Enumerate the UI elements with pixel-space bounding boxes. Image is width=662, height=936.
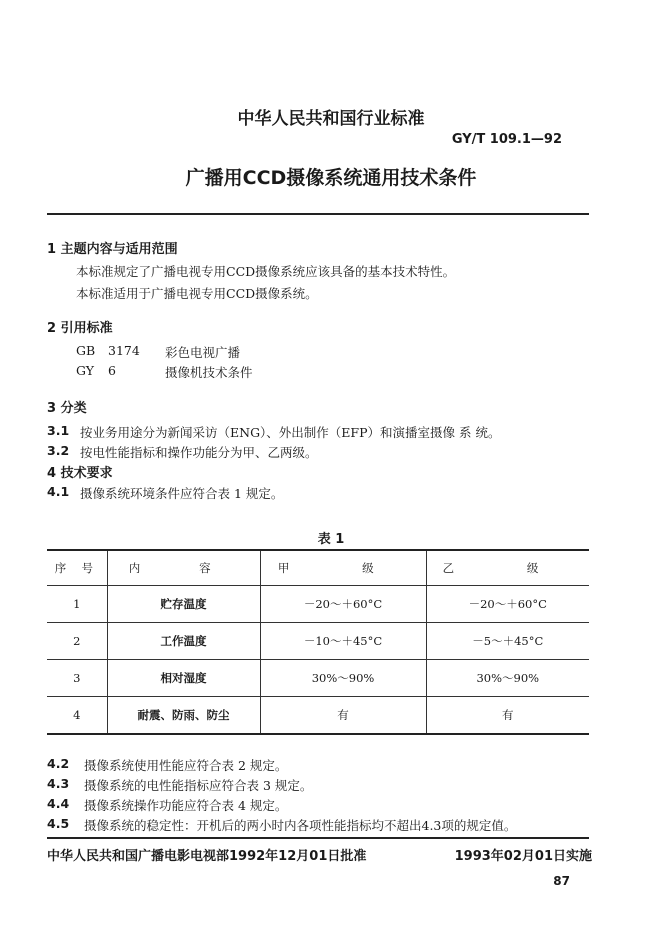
cell-content: 工作温度 — [107, 623, 260, 660]
table-caption: 表 1 — [317, 532, 345, 547]
ref-title: 摄像机技术条件 — [165, 365, 253, 380]
section-2-heading: 2 引用标准 — [47, 321, 113, 336]
cell-grade-b: 30%～90% — [426, 660, 589, 697]
header-divider — [47, 213, 589, 215]
implementation-date: 1993年02月01日实施 — [454, 849, 592, 864]
clause-text: 摄像系统的稳定性：开机后的两小时内各项性能指标均不超出4.3项的规定值。 — [84, 818, 517, 833]
clause-number: 4.1 — [47, 484, 70, 499]
table-header-row — [47, 550, 589, 586]
section-4-heading: 4 技术要求 — [47, 466, 113, 481]
document-title: 广播用CCD摄像系统通用技术条件 — [185, 167, 477, 189]
cell-grade-a: －10～＋45°C — [260, 623, 426, 660]
clause-text: 摄像系统环境条件应符合表 1 规定。 — [80, 486, 284, 501]
clause-text: 摄像系统使用性能应符合表 2 规定。 — [84, 758, 288, 773]
page-number: 87 — [553, 874, 570, 888]
cell-index: 1 — [73, 597, 81, 611]
section-1-line-1: 本标准规定了广播电视专用CCD摄像系统应该具备的基本技术特性。 — [76, 264, 456, 279]
clause-number: 3.2 — [47, 443, 70, 458]
cell-grade-a: 30%～90% — [260, 660, 426, 697]
ref-title: 彩色电视广播 — [165, 345, 241, 360]
section-1-heading: 1 主题内容与适用范围 — [47, 242, 178, 257]
cell-grade-b: －20～＋60°C — [426, 586, 589, 623]
cell-content: 耐震、防雨、防尘 — [107, 697, 260, 735]
ref-number: 3174 — [108, 343, 140, 358]
clause-number: 3.1 — [47, 423, 70, 438]
standard-title: 中华人民共和国行业标准 — [237, 109, 425, 129]
cell-content: 相对湿度 — [107, 660, 260, 697]
cell-index: 3 — [73, 671, 81, 685]
clause-text: 摄像系统操作功能应符合表 4 规定。 — [84, 798, 288, 813]
col-header-content: 内 容 — [107, 550, 260, 586]
clause-number: 4.4 — [47, 796, 70, 811]
clause-text: 按业务用途分为新闻采访（ENG）、外出制作（EFP）和演播室摄像 系 统。 — [80, 425, 501, 440]
clause-text: 摄像系统的电性能指标应符合表 3 规定。 — [84, 778, 313, 793]
cell-grade-b: 有 — [426, 697, 589, 735]
cell-index: 2 — [73, 634, 81, 648]
col-header-grade-a: 甲 级 — [260, 550, 426, 586]
clause-number: 4.5 — [47, 816, 70, 831]
cell-content: 贮存温度 — [107, 586, 260, 623]
cell-grade-b: －5～＋45°C — [426, 623, 589, 660]
standard-code: GY/T 109.1—92 — [451, 132, 562, 147]
col-header-grade-b: 乙 级 — [426, 550, 589, 586]
environment-table — [47, 549, 589, 735]
table-row — [47, 697, 589, 735]
clause-number: 4.3 — [47, 776, 70, 791]
cell-grade-a: －20～＋60°C — [260, 586, 426, 623]
footer-divider — [47, 837, 589, 839]
section-3-heading: 3 分类 — [47, 401, 87, 416]
clause-number: 4.2 — [47, 756, 70, 771]
col-header-index: 序 号 — [47, 550, 107, 586]
cell-grade-a: 有 — [260, 697, 426, 735]
ref-code: GB — [76, 343, 96, 358]
approval-line: 中华人民共和国广播电影电视部1992年12月01日批准 — [47, 849, 367, 864]
clause-text: 按电性能指标和操作功能分为甲、乙两级。 — [80, 445, 318, 460]
table-row — [47, 623, 589, 660]
ref-number: 6 — [108, 363, 116, 378]
section-1-line-2: 本标准适用于广播电视专用CCD摄像系统。 — [76, 286, 318, 301]
ref-code: GY — [76, 363, 95, 378]
table-row — [47, 586, 589, 623]
table-row — [47, 660, 589, 697]
cell-index: 4 — [73, 708, 81, 722]
